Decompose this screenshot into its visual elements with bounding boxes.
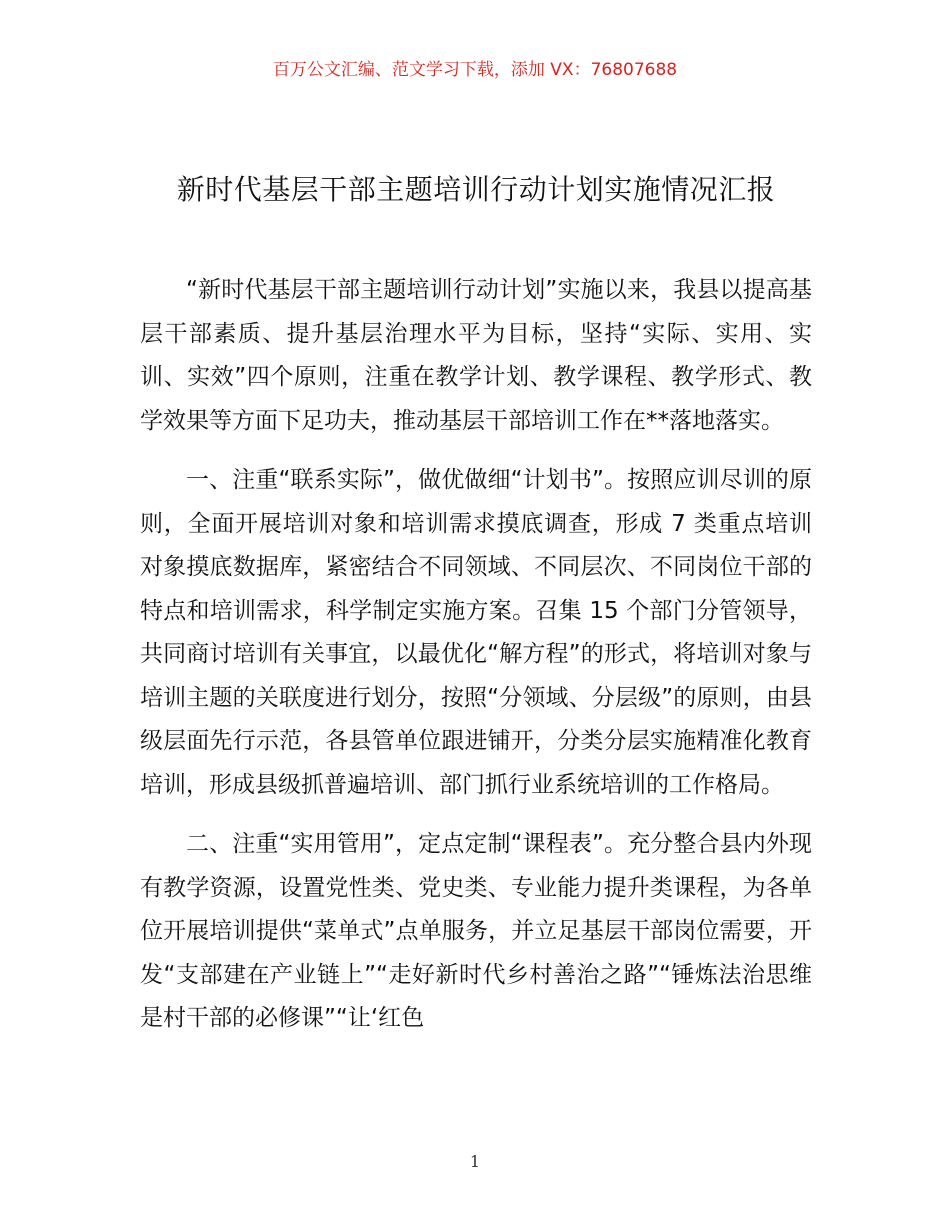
page-number: 1 xyxy=(469,1152,481,1171)
paragraph-section-one: 一、注重“联系实际”，做优做细“计划书”。按照应训尽训的原则，全面开展培训对象和培训需求摸底调查，形成 7 类重点培训对象摸底数据库，紧密结合不同领域、不同层次、不同岗位干部的特点和培训需求，科学制定实施方案。召集 15 个部门分管领导，共同商讨培训有关事宜，以最优化“解方程”的形式，将培训对象与培训主题的关联度进行划分，按照“分领域、分层级”的原则，由县级层面先行示范，各县管单位跟进铺开，分类分层实施精准化教育培训，形成县级抓普遍培训、部门抓行业系统培训的工作格局。 xyxy=(140,467,812,798)
paragraph-section-two: 二、注重“实用管用”，定点定制“课程表”。充分整合县内外现有教学资源，设置党性类、党史类、专业能力提升类课程，为各单位开展培训提供“菜单式”点单服务，并立足基层干部岗位需要，开发“支部建在产业链上”“走好新时代乡村善治之路”“锤炼法治思维是村干部的必修课”“让‘红色 xyxy=(140,831,812,1031)
paragraph-intro: “新时代基层干部主题培训行动计划”实施以来，我县以提高基层干部素质、提升基层治理水平为目标，坚持“实际、实用、实训、实效”四个原则，注重在教学计划、教学课程、教学形式、教学效果等方面下足功夫，推动基层干部培训工作在**落地落实。 xyxy=(140,277,812,434)
document-title: 新时代基层干部主题培训行动计划实施情况汇报 xyxy=(176,173,776,206)
document-body xyxy=(140,269,812,1057)
header-banner: 百万公文汇编、范文学习下载，添加 VX：76807688 xyxy=(272,60,678,80)
